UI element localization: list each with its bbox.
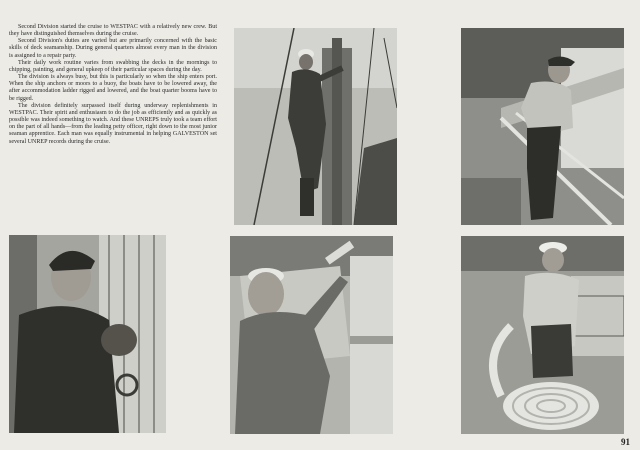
photo-sailor-climbing-mast [234,28,397,225]
photo-sailor-at-rail [461,28,624,225]
photo-sailor-coiling-hose [461,236,624,434]
photo-sailor-smiling-line [230,236,393,434]
article-text [9,24,217,146]
article-paragraph: Their daily work routine varies from swabbing the decks in the mornings to chipping, painting, and general upkeep of their particular spaces during the day. [9,59,217,73]
article-paragraph: Second Division started the cruise to WESTPAC with a relatively new crew. But they have distinguished themselves during the cruise. [9,24,217,38]
article-paragraph: The division definitely surpassed itself during underway replenishments in WESTPAC. Their spirit and enthusiasm to do the job as efficiently and as quickly as possible was indeed something to watch. And these UNREPS truly took a team effort on the part of all hands—from the leading petty officer, right down to the most junior seaman apprentice. Each man was equally instrumental in helping GALVESTON set several UNREP records during the cruise. [9,102,217,145]
page-number: 91 [621,437,630,447]
article-paragraph: The division is always busy, but this is particularly so when the ship enters port. When the ship anchors or moors to a buoy, the boats have to be lowered away, the after accommodation ladder rigged and lowered, and the boat quarter booms have to be rigged. [9,74,217,102]
article-paragraph: Second Division's duties are varied but are primarily concerned with the basic skills of deck seamanship. During general quarters almost every man in the division is assigned to a repair party. [9,38,217,59]
photo-sailor-with-gear [9,235,166,433]
